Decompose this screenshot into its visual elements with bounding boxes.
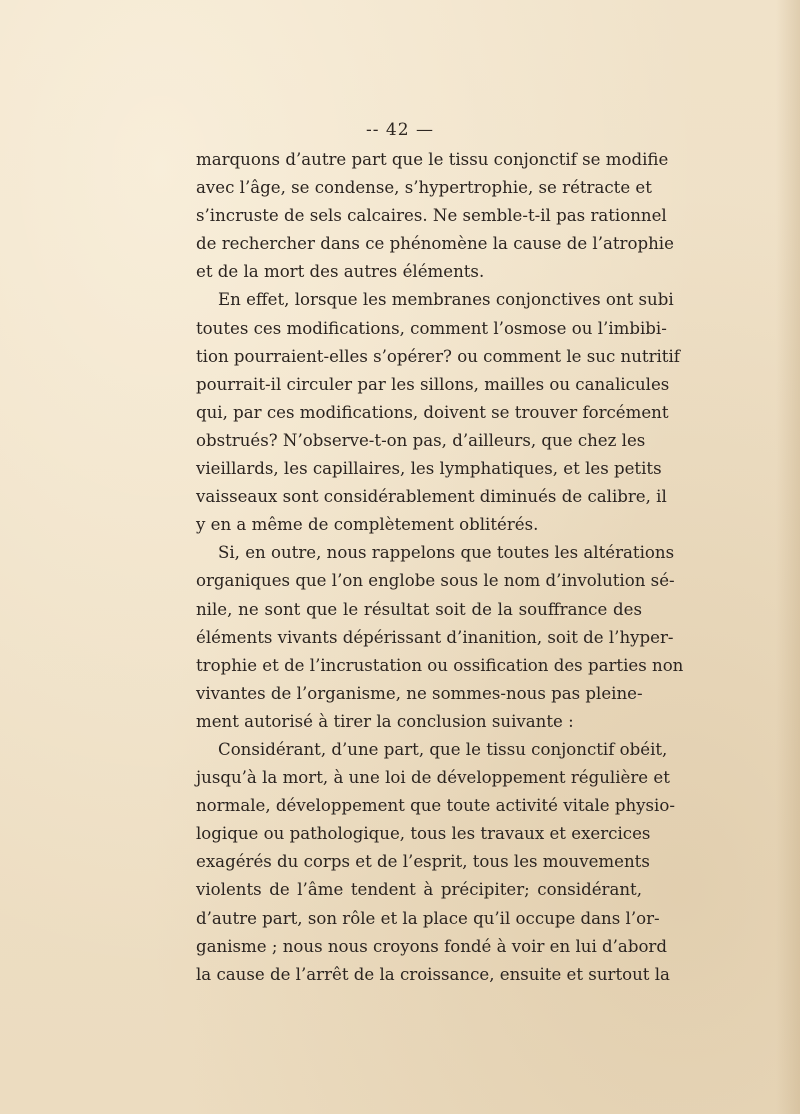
text-line: pourrait-il circuler par les sillons, mailles ou canalicules xyxy=(196,374,670,394)
text-line: ganisme ; nous nous croyons fondé à voir en lui d’abord xyxy=(196,936,667,956)
text-line: d’autre part, son rôle et la place qu’il occupe dans l’or- xyxy=(196,908,660,928)
text-line: logique ou pathologique, tous les travaux et exercices xyxy=(196,824,651,844)
text-line: ment autorisé à tirer la conclusion suivante : xyxy=(196,711,574,731)
text-line: normale, développement que toute activité vitale physio- xyxy=(196,796,675,816)
text-line: exagérés du corps et de l’esprit, tous les mouvements xyxy=(196,852,650,872)
text-line: s’incruste de sels calcaires. Ne semble-t-il pas rationnel xyxy=(196,206,667,226)
page-edge-shadow xyxy=(776,0,800,1114)
text-line: jusqu’à la mort, à une loi de développement régulière et xyxy=(196,768,670,788)
text-line: qui, par ces modifications, doivent se trouver forcément xyxy=(196,402,669,422)
text-line: obstrués? N’observe-t-on pas, d’ailleurs, que chez les xyxy=(196,430,646,450)
text-line: marquons d’autre part que le tissu conjonctif se modifie xyxy=(196,150,669,169)
text-line: Si, en outre, nous rappelons que toutes les altérations xyxy=(218,543,675,563)
text-line: vivantes de l’organisme, ne sommes-nous pas pleine- xyxy=(196,683,643,703)
text-line: tion pourraient-elles s’opérer? ou comment le suc nutritif xyxy=(196,346,680,366)
text-line: éléments vivants dépérissant d’inanition, soit de l’hyper- xyxy=(196,627,674,647)
text-line: avec l’âge, se condense, s’hypertrophie, se rétracte et xyxy=(196,178,652,198)
body-text xyxy=(196,146,684,989)
text-line: y en a même de complètement oblitérés. xyxy=(196,515,539,535)
text-line: la cause de l’arrêt de la croissance, ensuite et surtout la xyxy=(196,964,670,984)
text-line: et de la mort des autres éléments. xyxy=(196,262,485,282)
text-line: vieillards, les capillaires, les lymphatiques, et les petits xyxy=(196,459,662,479)
text-line: toutes ces modifications, comment l’osmose ou l’imbibi- xyxy=(196,318,667,338)
text-line: de rechercher dans ce phénomène la cause de l’atrophie xyxy=(196,234,674,254)
text-line: nile, ne sont que le résultat soit de la souffrance des xyxy=(196,599,642,619)
page-number: -- 42 — xyxy=(366,120,434,140)
text-line: En effet, lorsque les membranes conjonctives ont subi xyxy=(218,290,674,310)
text-line: Considérant, d’une part, que le tissu conjonctif obéit, xyxy=(218,739,668,759)
text-line: violents de l’âme tendent à précipiter; considérant, xyxy=(196,880,642,900)
text-line: trophie et de l’incrustation ou ossification des parties non xyxy=(196,655,684,675)
text-line: vaisseaux sont considérablement diminués de calibre, il xyxy=(196,487,667,507)
text-line: organiques que l’on englobe sous le nom d’involution sé- xyxy=(196,571,675,591)
